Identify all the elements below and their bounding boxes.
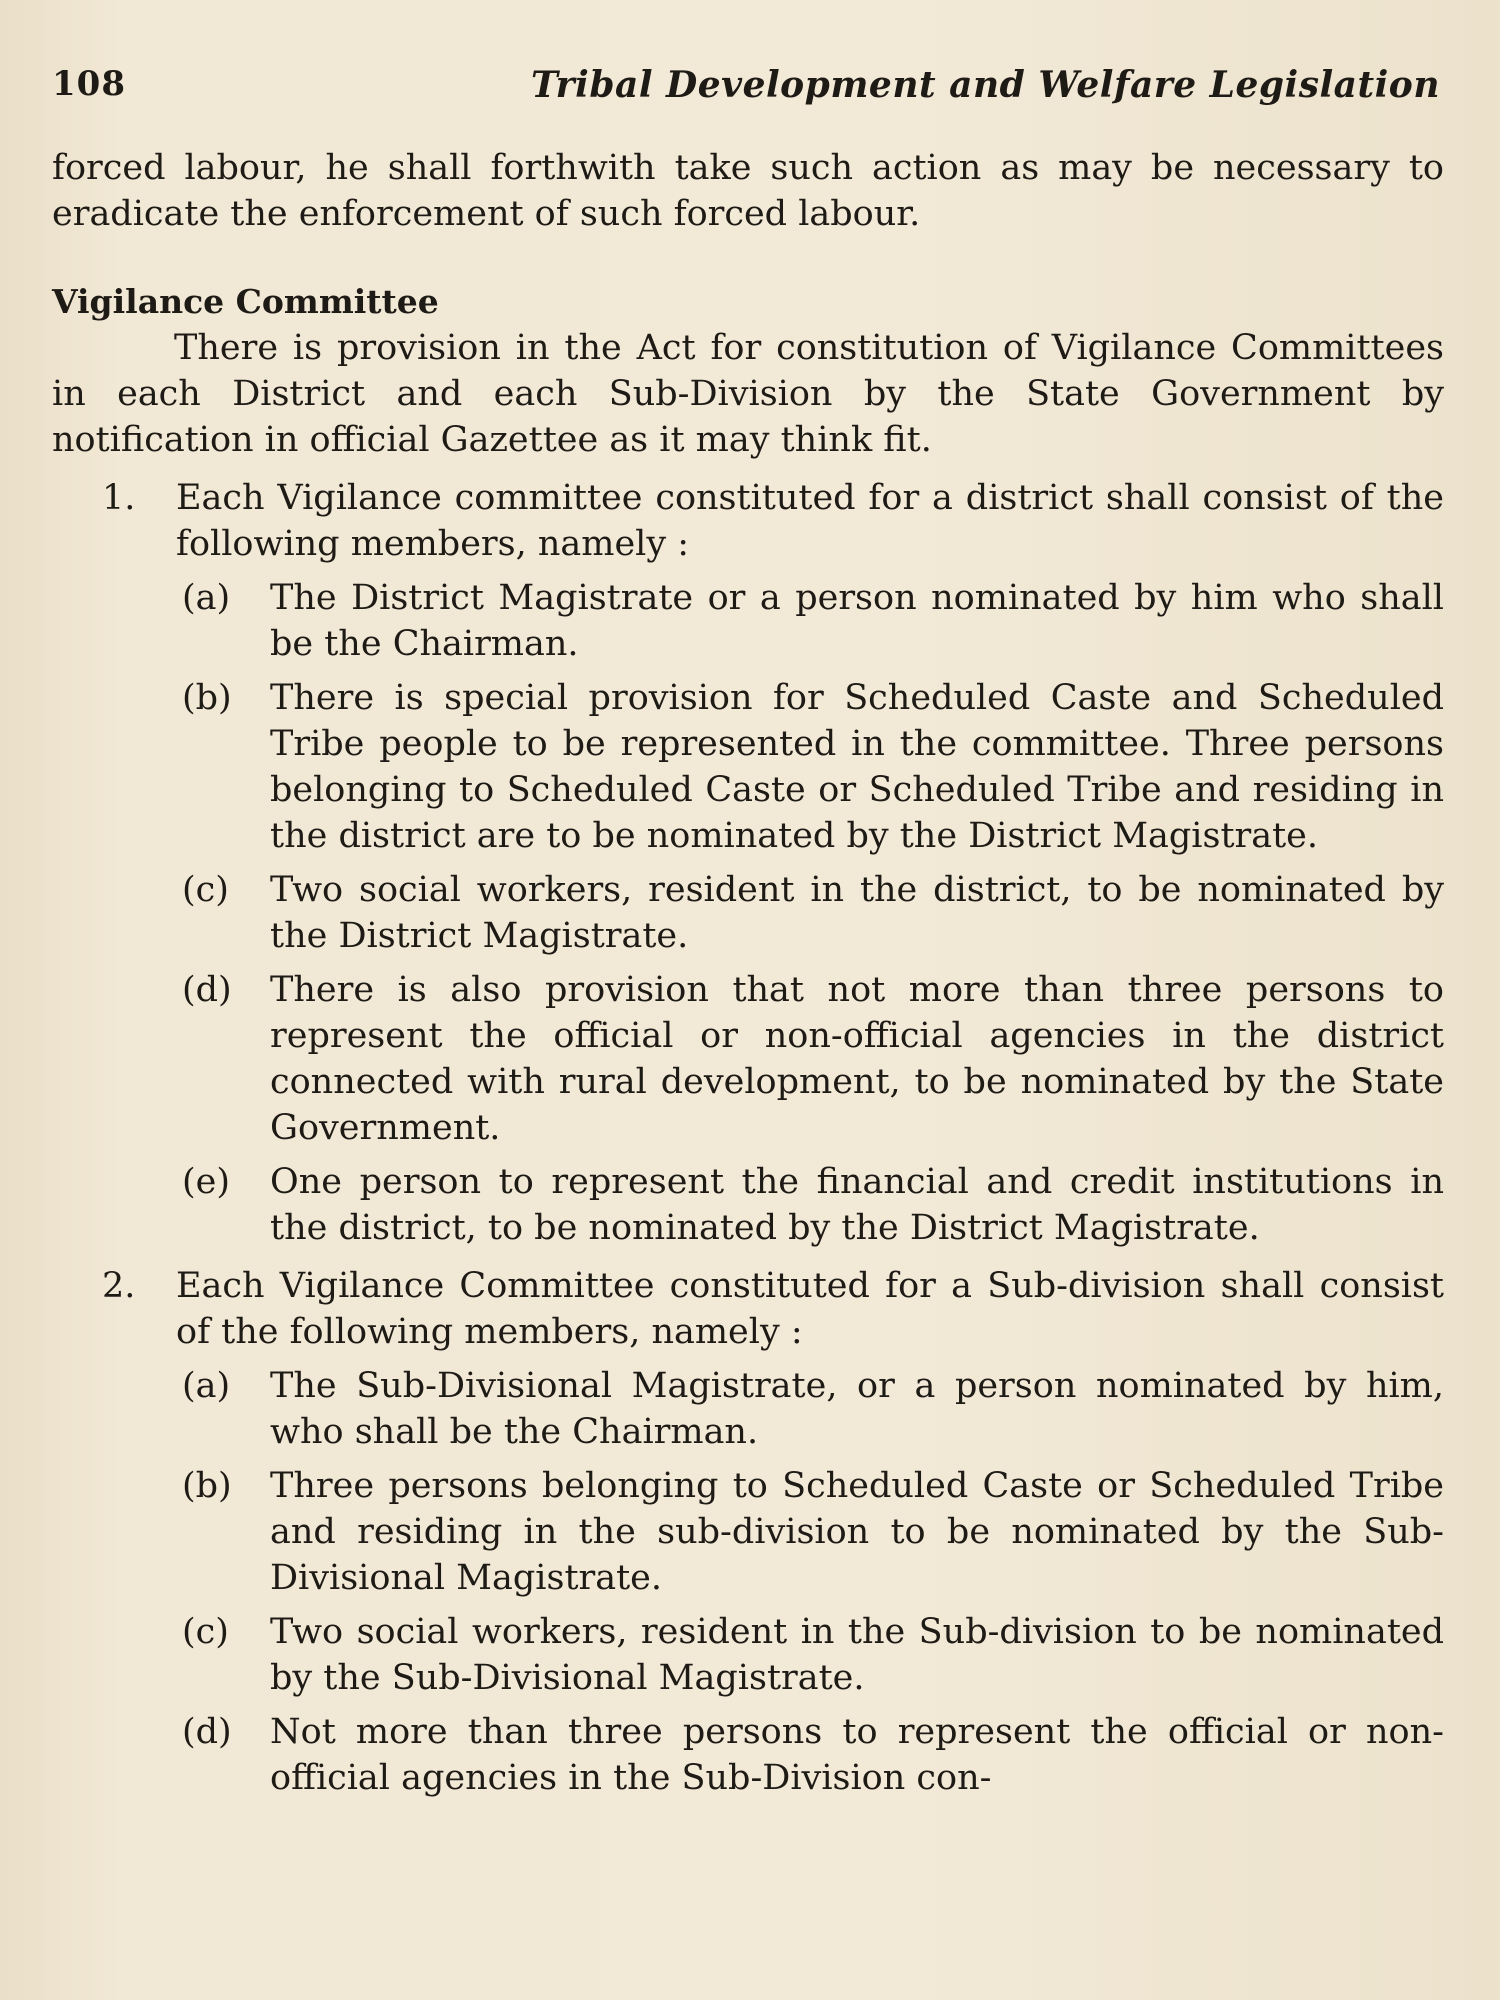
sub-item-1c [52, 867, 1444, 959]
list-item-text: Each Vigilance committee constituted for a district shall consist of the following members, namely : [176, 478, 1444, 564]
sub-item-2d [52, 1709, 1444, 1801]
sub-marker: (d) [182, 1712, 232, 1752]
sub-marker: (b) [182, 678, 232, 718]
sub-item-text: One person to represent the financial and credit institutions in the district, to be nominated by the District Magistrate. [270, 1162, 1444, 1248]
intro-paragraph: forced labour, he shall forthwith take such action as may be necessary to eradicate the enforcement of such forced labour. [52, 148, 1444, 234]
page-header [52, 60, 1440, 110]
list-item-text: Each Vigilance Committee constituted for a Sub-division shall consist of the following members, namely : [176, 1266, 1444, 1352]
sub-item-1e [52, 1159, 1444, 1251]
sub-item-text: The Sub-Divisional Magistrate, or a person nominated by him, who shall be the Chairman. [270, 1366, 1444, 1452]
list-item-1 [52, 475, 1444, 567]
list-item-2 [52, 1263, 1444, 1355]
list-marker: 2. [102, 1266, 136, 1306]
sub-item-1d [52, 967, 1444, 1151]
sub-item-text: There is special provision for Scheduled Caste and Scheduled Tribe people to be represented in the committee. Three persons belonging to Scheduled Caste or Scheduled Tribe and residing in the district are to be nominated by the District Magistrate. [270, 678, 1444, 856]
sub-item-text: Three persons belonging to Scheduled Caste or Scheduled Tribe and residing in the sub-division to be nominated by the Sub-Divisional Magistrate. [270, 1466, 1444, 1598]
sub-item-text: Two social workers, resident in the district, to be nominated by the District Magistrate. [270, 870, 1444, 956]
sub-item-2a [52, 1363, 1444, 1455]
sub-item-text: Not more than three persons to represent the official or non-official agencies in the Sub-Division con- [270, 1712, 1444, 1798]
sub-item-text: Two social workers, resident in the Sub-division to be nominated by the Sub-Divisional Magistrate. [270, 1612, 1444, 1698]
sub-marker: (e) [182, 1162, 231, 1202]
sub-marker: (c) [182, 870, 229, 910]
sub-marker: (a) [182, 578, 231, 618]
section-heading: Vigilance Committee [52, 282, 439, 321]
sub-marker: (a) [182, 1366, 231, 1406]
sub-item-2c [52, 1609, 1444, 1701]
running-title: Tribal Development and Welfare Legislation [531, 64, 1440, 106]
page-body [52, 145, 1444, 1801]
sub-marker: (d) [182, 970, 232, 1010]
sub-marker: (b) [182, 1466, 232, 1506]
list-marker: 1. [102, 478, 136, 518]
sub-item-1a [52, 575, 1444, 667]
page-number: 108 [52, 64, 126, 104]
sub-marker: (c) [182, 1612, 229, 1652]
sub-item-2b [52, 1463, 1444, 1601]
sub-item-text: The District Magistrate or a person nominated by him who shall be the Chairman. [270, 578, 1444, 664]
sub-item-1b [52, 675, 1444, 859]
sub-item-text: There is also provision that not more than three persons to represent the official or non-official agencies in the district connected with rural development, to be nominated by the State Government. [270, 970, 1444, 1148]
section-paragraph: There is provision in the Act for constitution of Vigilance Committees in each District and each Sub-Division by the State Government by notification in official Gazettee as it may think fit. [52, 328, 1444, 460]
